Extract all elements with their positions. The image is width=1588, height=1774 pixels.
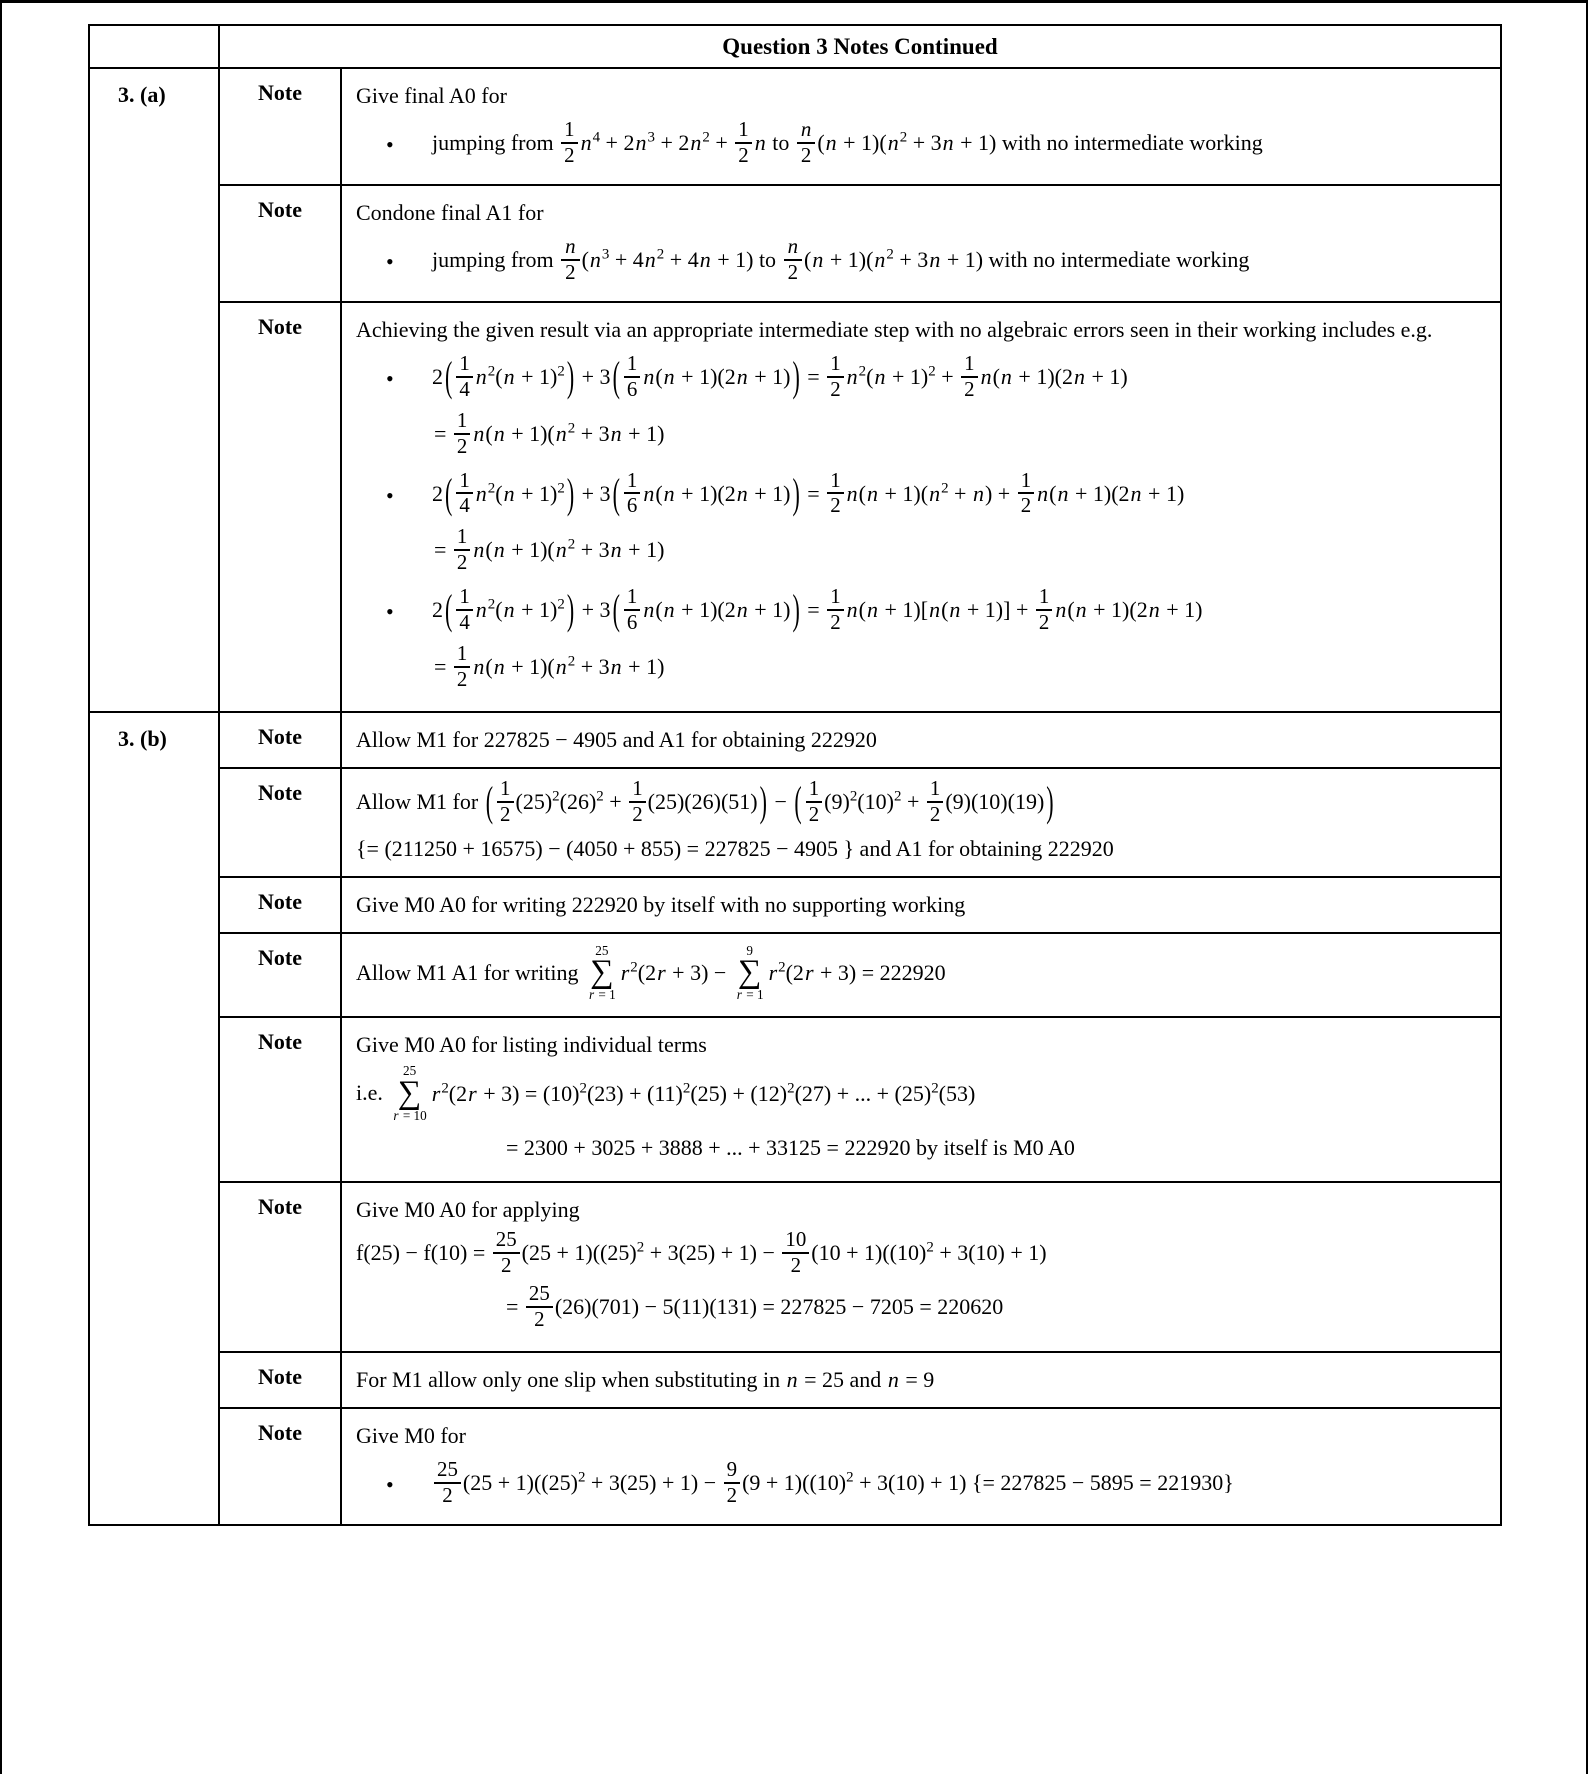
fraction: $\frac{1}{2}$ (561, 119, 577, 167)
big-paren-open: ( (612, 468, 620, 517)
bullet-content (432, 584, 1486, 636)
fraction: $\frac{1}{2}$ (806, 778, 822, 826)
fraction: $\frac{n}{2}$ (561, 236, 579, 284)
math-expression: 2( $\frac{1}{4}$ $n^2(n + 1)^2) + 3$( $\frac{1}{6}$ n(n + 1)(2n + 1)) = $\frac{1}{2}$ n(n + 1)[n(n + 1)] + $\frac{1}{2}$ n(n + 1)(2n + 1) (432, 597, 1202, 622)
bullet-line (356, 117, 1486, 169)
content-line: Allow M1 A1 for writing 25 ∑ r = 1 $r^2(2r + 3)$ − 9 ∑ r = 1 $r^2(2r + 3) = 222920$ (356, 942, 946, 1003)
table-header-row (89, 25, 1501, 68)
summation-sigma: 9 ∑ r = 1 (736, 942, 764, 1003)
fraction: $\frac{1}{2}$ (1036, 586, 1052, 634)
note-content (341, 1408, 1501, 1525)
big-paren-open: ( (445, 468, 453, 517)
fraction: $\frac{25}{2}$ (493, 1229, 520, 1277)
content-line: i.e. 25 ∑ r = 10 $r^2(2r + 3) = (10)^2(23) + (11)^2(25) + (12)^2(27)$ + ... + $(25)^2(53)$ (356, 1063, 976, 1124)
fraction: $\frac{1}{2}$ (961, 353, 977, 401)
fraction: $\frac{n}{2}$ (797, 119, 815, 167)
bullet-icon: • (386, 365, 394, 391)
content-line: For M1 allow only one slip when substituting in n = 25 and n = 9 (356, 1367, 935, 1393)
bullet-icon: • (386, 248, 394, 274)
fraction: $\frac{n}{2}$ (784, 236, 802, 284)
note-row (89, 1017, 1501, 1183)
content-line: Allow M1 for ( $\frac{1}{2}$ $(25)^2(26)^2$ + $\frac{1}{2}$ (25)(26)(51)) − ( $\frac{1}{2}$ $(9)^2(10)^2$ + $\frac{1}{2}$ (9)(10)(19)) (356, 780, 1486, 828)
content-line (356, 1227, 1486, 1279)
content-line: {= (211250 + 16575) − (4050 + 855) = 227825 − 4905 } and A1 for obtaining 222920 (356, 835, 1114, 861)
bullet-content (432, 350, 1486, 403)
big-paren-open: ( (794, 777, 802, 825)
math-expression: = $\frac{1}{2}$ $n(n + 1)(n^2 + 3n + 1)$ (434, 641, 665, 692)
note-row (89, 1408, 1501, 1525)
note-label: Note (219, 877, 341, 933)
bullet-content: jumping from $\frac{1}{2}$ $n^4 + 2n^3 + 2n^2$ + $\frac{1}{2}$ n to $\frac{n}{2}$ $(n + 1)(n^2 + 3n + 1)$ with no intermediate working (432, 117, 1263, 168)
note-label: Note (219, 1017, 341, 1183)
summation-sigma: 25 ∑ r = 1 (588, 942, 616, 1003)
big-paren-close: ) (1046, 777, 1054, 825)
note-content (341, 68, 1501, 185)
note-label: Note (219, 68, 341, 185)
bullet-line (356, 1456, 1486, 1509)
fraction: $\frac{1}{2}$ (827, 586, 843, 634)
question-part-label: 3. (a) (89, 68, 219, 712)
fraction: $\frac{1}{2}$ (827, 353, 843, 401)
big-paren-close: ) (566, 352, 575, 400)
math-expression: = $\frac{1}{2}$ $n(n + 1)(n^2 + 3n + 1)$ (434, 524, 665, 575)
note-row (89, 302, 1501, 712)
fraction: $\frac{25}{2}$ (434, 1459, 461, 1507)
content-line: Allow M1 for 227825 − 4905 and A1 for obtaining 222920 (356, 727, 877, 753)
math-expression: $\frac{n}{2}$ $(n + 1)(n^2 + 3n + 1)$ (782, 247, 983, 272)
math-expression: = $\frac{1}{2}$ $n(n + 1)(n^2 + 3n + 1)$ (434, 407, 665, 458)
math-expression: = $\frac{25}{2}$ (26)(701) − 5(11)(131) = 227825 − 7205 = 220620 (506, 1281, 1004, 1332)
math-expression: $\frac{n}{2}$ $(n + 1)(n^2 + 3n + 1)$ (795, 130, 996, 155)
note-row (89, 1182, 1501, 1352)
math-expression: $\frac{25}{2}$ $(25 + 1)((25)^2 + 3(25) + 1)$ − $\frac{9}{2}$ $(9 + 1)((10)^2 + 3(10) + 1)$ (432, 1470, 966, 1495)
fraction: $\frac{25}{2}$ (526, 1283, 553, 1331)
big-paren-close: ) (792, 352, 800, 400)
page-title: Question 3 Notes Continued (219, 25, 1501, 68)
note-row (89, 933, 1501, 1017)
content-line (506, 1281, 1486, 1333)
note-content (341, 185, 1501, 302)
math-expression: n = 9 (887, 1367, 935, 1393)
fraction: $\frac{1}{2}$ (454, 526, 470, 574)
fraction: $\frac{1}{4}$ (456, 353, 472, 401)
bullet-line (356, 350, 1486, 403)
fraction: $\frac{1}{6}$ (624, 586, 640, 634)
notes-table (88, 24, 1502, 1526)
note-content (341, 302, 1501, 712)
bullet-icon: • (386, 1471, 394, 1497)
bullet-content: jumping from $\frac{n}{2}$ $(n^3 + 4n^2 + 4n + 1)$ to $\frac{n}{2}$ $(n + 1)(n^2 + 3n + 1)$ with no intermediate working (432, 234, 1250, 284)
bullet-icon: • (386, 132, 394, 158)
fraction: $\frac{1}{2}$ (454, 643, 470, 691)
content-line (434, 407, 1486, 460)
bullet-content (432, 467, 1486, 520)
big-paren-open: ( (612, 352, 620, 400)
bullet-icon: • (386, 599, 394, 625)
big-paren-open: ( (485, 777, 494, 825)
bullet-line (356, 234, 1486, 286)
content-line (434, 524, 1486, 576)
math-expression: 2( $\frac{1}{4}$ $n^2(n + 1)^2) + 3$( $\frac{1}{6}$ n(n + 1)(2n + 1)) = $\frac{1}{2}$ $n(n + 1)(n^2 + n)$ + $\frac{1}{2}$ n(n + 1)(2n + 1) (432, 481, 1184, 506)
note-content (341, 1017, 1501, 1183)
note-row (89, 185, 1501, 302)
math-expression: n = 25 (786, 1367, 845, 1393)
big-paren-close: ) (566, 585, 575, 634)
fraction: $\frac{9}{2}$ (724, 1459, 740, 1507)
note-label: Note (219, 1352, 341, 1408)
note-content (341, 768, 1501, 877)
content-line: = 2300 + 3025 + 3888 + ... + 33125 = 222920 by itself is M0 A0 (506, 1134, 1075, 1160)
fraction: $\frac{1}{2}$ (827, 470, 843, 518)
big-paren-open: ( (445, 585, 453, 634)
bullet-icon: • (386, 482, 394, 508)
content-line: Give M0 A0 for writing 222920 by itself with no supporting working (356, 891, 966, 917)
math-expression: ( $\frac{1}{2}$ $(25)^2(26)^2$ + $\frac{1}{2}$ (25)(26)(51)) − ( $\frac{1}{2}$ $(9)^2(10)^2$ + $\frac{1}{2}$ (9)(10)(19)) (484, 789, 1056, 814)
fraction: $\frac{1}{4}$ (456, 586, 472, 634)
math-expression: f(25) − f(10) = $\frac{25}{2}$ $(25 + 1)((25)^2 + 3(25) + 1)$ − $\frac{10}{2}$ $(10 + 1)((10)^2 + 3(10) + 1)$ (356, 1227, 1047, 1278)
math-expression: $\frac{1}{2}$ $n^4 + 2n^3 + 2n^2$ + $\frac{1}{2}$ n (559, 130, 767, 155)
fraction: $\frac{1}{2}$ (497, 778, 513, 826)
note-content (341, 712, 1501, 768)
bullet-line (356, 584, 1486, 636)
note-label: Note (219, 768, 341, 877)
note-label: Note (219, 185, 341, 302)
note-label: Note (219, 302, 341, 712)
bullet-line (356, 467, 1486, 520)
fraction: $\frac{1}{2}$ (1018, 470, 1034, 518)
fraction: $\frac{1}{4}$ (456, 470, 472, 518)
big-paren-open: ( (612, 585, 620, 634)
note-label: Note (219, 1408, 341, 1525)
fraction: $\frac{1}{2}$ (454, 410, 470, 458)
big-paren-close: ) (792, 468, 800, 517)
fraction: $\frac{1}{2}$ (735, 119, 751, 167)
content-line: Condone final A1 for (356, 200, 544, 226)
note-label: Note (219, 933, 341, 1017)
fraction: $\frac{10}{2}$ (782, 1229, 809, 1277)
bullet-content: $\frac{25}{2}$ $(25 + 1)((25)^2 + 3(25) + 1)$ − $\frac{9}{2}$ $(9 + 1)((10)^2 + 3(10) + 1)$ {= 227825 − 5895 = 221930} (432, 1461, 1486, 1509)
big-paren-close: ) (792, 585, 800, 634)
content-line (434, 641, 1486, 693)
note-label: Note (219, 712, 341, 768)
note-content (341, 1182, 1501, 1352)
fraction: $\frac{1}{2}$ (629, 778, 645, 826)
content-line: Give M0 A0 for listing individual terms (356, 1031, 707, 1057)
fraction: $\frac{1}{6}$ (624, 470, 640, 518)
note-row (89, 877, 1501, 933)
header-empty-cell (89, 25, 219, 68)
math-expression: 25 ∑ r = 10 $r^2(2r + 3) = (10)^2(23) + (11)^2(25) + (12)^2(27)$ + ... + $(25)^2(53)$ (393, 1063, 976, 1124)
note-row (89, 712, 1501, 768)
content-line: Achieving the given result via an appropriate intermediate step with no algebraic errors seen in their working includes e.g. (356, 316, 1433, 342)
math-expression: 25 ∑ r = 1 $r^2(2r + 3)$ − 9 ∑ r = 1 $r^2(2r + 3) = 222920$ (588, 942, 946, 1003)
note-row (89, 768, 1501, 877)
note-content (341, 933, 1501, 1017)
content-line: Give M0 for (356, 1422, 466, 1448)
note-row (89, 68, 1501, 185)
big-paren-close: ) (759, 777, 767, 825)
note-content (341, 877, 1501, 933)
big-paren-close: ) (566, 468, 575, 517)
math-expression: 2( $\frac{1}{4}$ $n^2(n + 1)^2) + 3$( $\frac{1}{6}$ n(n + 1)(2n + 1)) = $\frac{1}{2}$ $n^2(n + 1)^2$ + $\frac{1}{2}$ n(n + 1)(2n + 1) (432, 364, 1128, 389)
content-line: Give final A0 for (356, 83, 507, 109)
summation-sigma: 25 ∑ r = 10 (393, 1063, 427, 1124)
content-line: Give M0 A0 for applying (356, 1197, 580, 1223)
fraction: $\frac{1}{2}$ (927, 778, 943, 826)
note-label: Note (219, 1182, 341, 1352)
math-expression: $\frac{n}{2}$ $(n^3 + 4n^2 + 4n + 1)$ (559, 247, 753, 272)
question-part-label: 3. (b) (89, 712, 219, 1525)
big-paren-open: ( (445, 352, 453, 400)
note-content (341, 1352, 1501, 1408)
note-row (89, 1352, 1501, 1408)
fraction: $\frac{1}{6}$ (624, 353, 640, 401)
